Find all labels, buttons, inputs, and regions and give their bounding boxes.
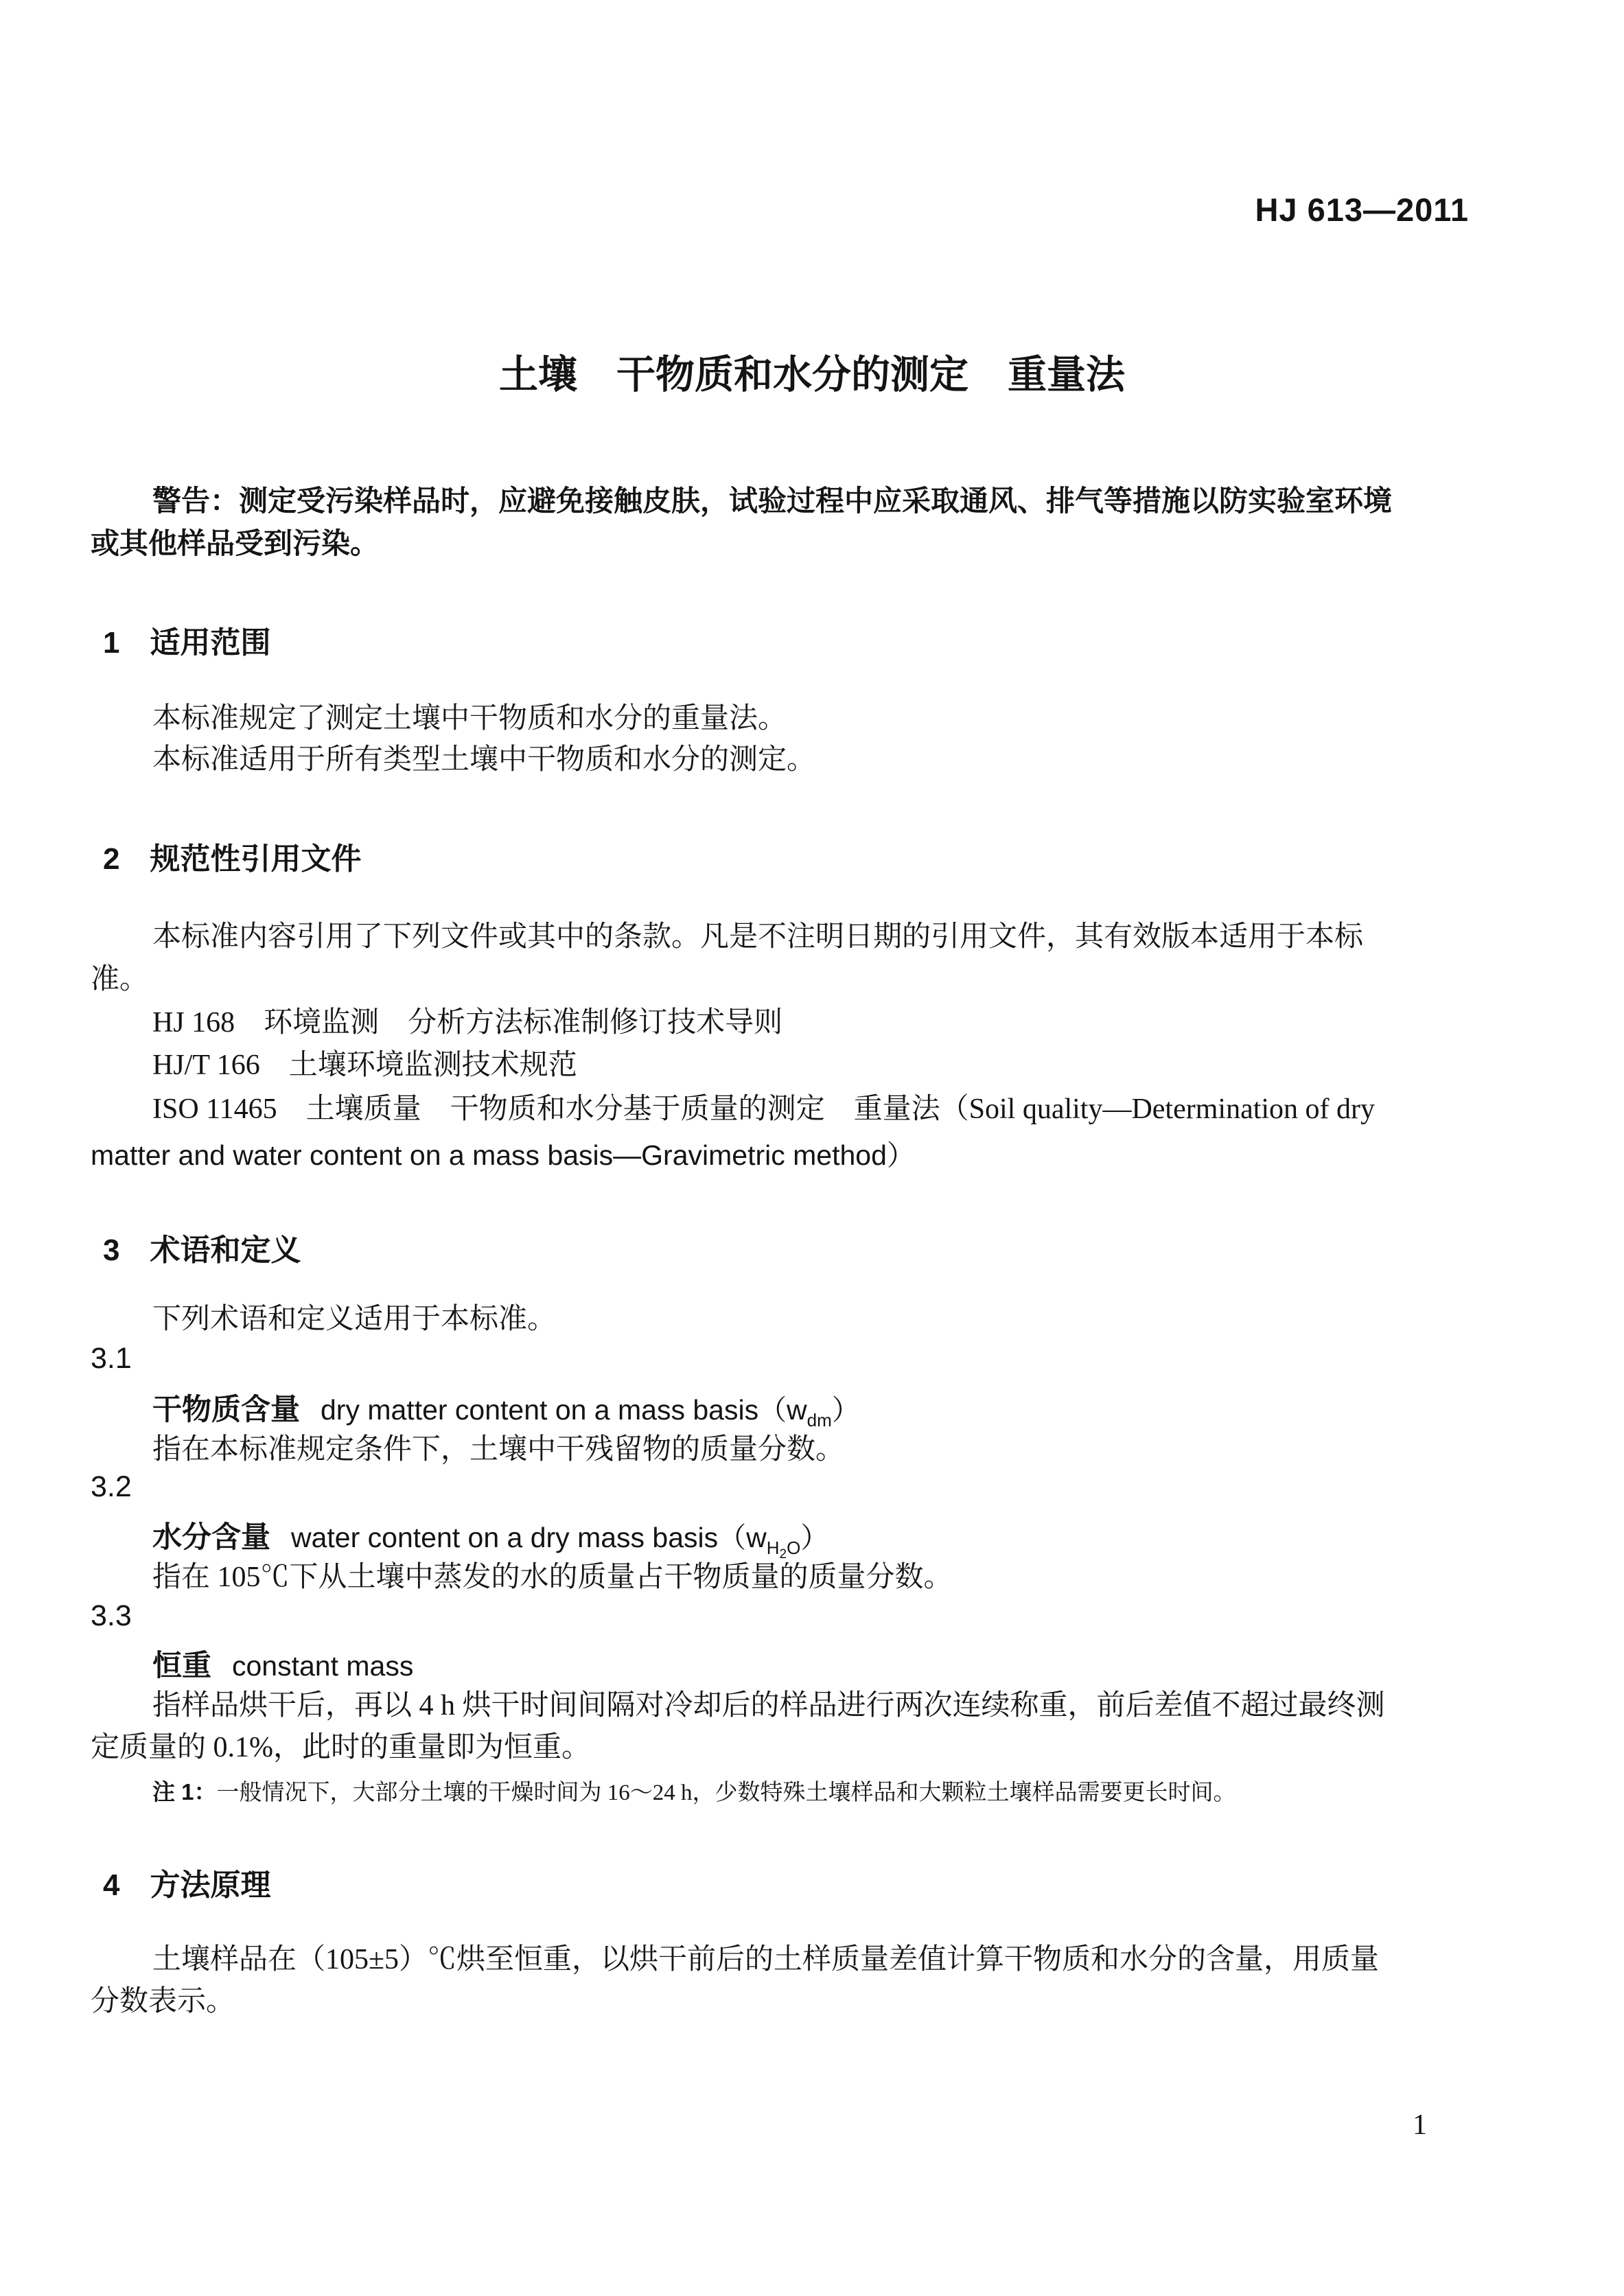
section-2-heading: 2 规范性引用文件 <box>103 842 362 876</box>
term-3-1-subscript: dm <box>807 1410 832 1430</box>
term-3-2-en: water content on a dry mass basis（w <box>291 1522 767 1553</box>
section-2-intro-line-2: 准。 <box>91 964 149 995</box>
reference-iso11465-line-1: ISO 11465 土壤质量 干物质和水分基于质量的测定 重量法（Soil quality—Determination of dry <box>152 1093 1376 1125</box>
term-3-2-number: 3.2 <box>91 1470 132 1503</box>
term-3-1-en: dry matter content on a mass basis（w <box>321 1394 807 1426</box>
term-3-1-close: ） <box>831 1394 860 1426</box>
term-3-3-title <box>152 1643 413 1684</box>
standard-code: HJ 613—2011 <box>1255 192 1469 228</box>
section-1-heading: 1 适用范围 <box>103 626 271 660</box>
term-3-3-definition-line-1: 指样品烘干后，再以 4 h 烘干时间间隔对冷却后的样品进行两次连续称重，前后差值不超过最终测 <box>152 1690 1385 1721</box>
term-3-1-title <box>152 1387 860 1431</box>
term-3-2-title <box>152 1514 828 1562</box>
reference-iso11465-line-2: matter and water content on a mass basis—Gravimetric method） <box>91 1139 915 1171</box>
section-1-paragraph-2: 本标准适用于所有类型土壤中干物质和水分的测定。 <box>152 744 816 776</box>
section-4-paragraph-line-2: 分数表示。 <box>91 1986 235 2017</box>
document-title: 土壤 干物质和水分的测定 重量法 <box>499 353 1125 397</box>
warning-line-1: 警告：测定受污染样品时，应避免接触皮肤，试验过程中应采取通风、排气等措施以防实验室环境 <box>152 485 1393 517</box>
term-3-2-close: ） <box>800 1522 829 1553</box>
section-2-intro-line-1: 本标准内容引用了下列文件或其中的条款。凡是不注明日期的引用文件，其有效版本适用于本标 <box>152 921 1364 953</box>
section-3-heading: 3 术语和定义 <box>103 1233 301 1267</box>
term-3-3-definition-line-2: 定质量的 0.1%，此时的重量即为恒重。 <box>91 1732 590 1763</box>
note-1-text: 一般情况下，大部分土壤的干燥时间为 16～24 h，少数特殊土壤样品和大颗粒土壤样品需要更长时间。 <box>216 1781 1236 1805</box>
section-1-paragraph-1: 本标准规定了测定土壤中干物质和水分的重量法。 <box>152 703 787 734</box>
term-3-2-subscript-o: O <box>787 1538 801 1558</box>
term-3-3-number: 3.3 <box>91 1599 132 1632</box>
term-3-1-zh: 干物质含量 <box>152 1393 300 1426</box>
reference-hjt166: HJ/T 166 土壤环境监测技术规范 <box>152 1050 577 1081</box>
term-3-2-subscript-h: H <box>766 1538 780 1558</box>
note-1-label: 注 1： <box>152 1779 217 1805</box>
reference-hj168: HJ 168 环境监测 分析方法标准制修订技术导则 <box>152 1007 783 1039</box>
term-3-2-definition: 指在 105℃下从土壤中蒸发的水的质量占干物质量的质量分数。 <box>152 1562 953 1593</box>
warning-line-2: 或其他样品受到污染。 <box>91 527 380 559</box>
term-3-3-en: constant mass <box>232 1650 414 1682</box>
term-3-1-definition: 指在本标准规定条件下，土壤中干残留物的质量分数。 <box>152 1434 845 1465</box>
term-3-3-note <box>152 1774 1236 1807</box>
term-3-2-subscript-2: 2 <box>779 1547 787 1562</box>
term-3-1-number: 3.1 <box>91 1342 132 1375</box>
section-3-intro: 下列术语和定义适用于本标准。 <box>152 1303 557 1335</box>
section-4-paragraph-line-1: 土壤样品在（105±5）℃烘至恒重，以烘干前后的土样质量差值计算干物质和水分的含量，用质量 <box>152 1944 1380 1975</box>
term-3-2-zh: 水分含量 <box>152 1521 270 1554</box>
section-4-heading: 4 方法原理 <box>103 1868 271 1902</box>
term-3-3-zh: 恒重 <box>152 1649 211 1682</box>
page-number: 1 <box>1413 2109 1427 2141</box>
